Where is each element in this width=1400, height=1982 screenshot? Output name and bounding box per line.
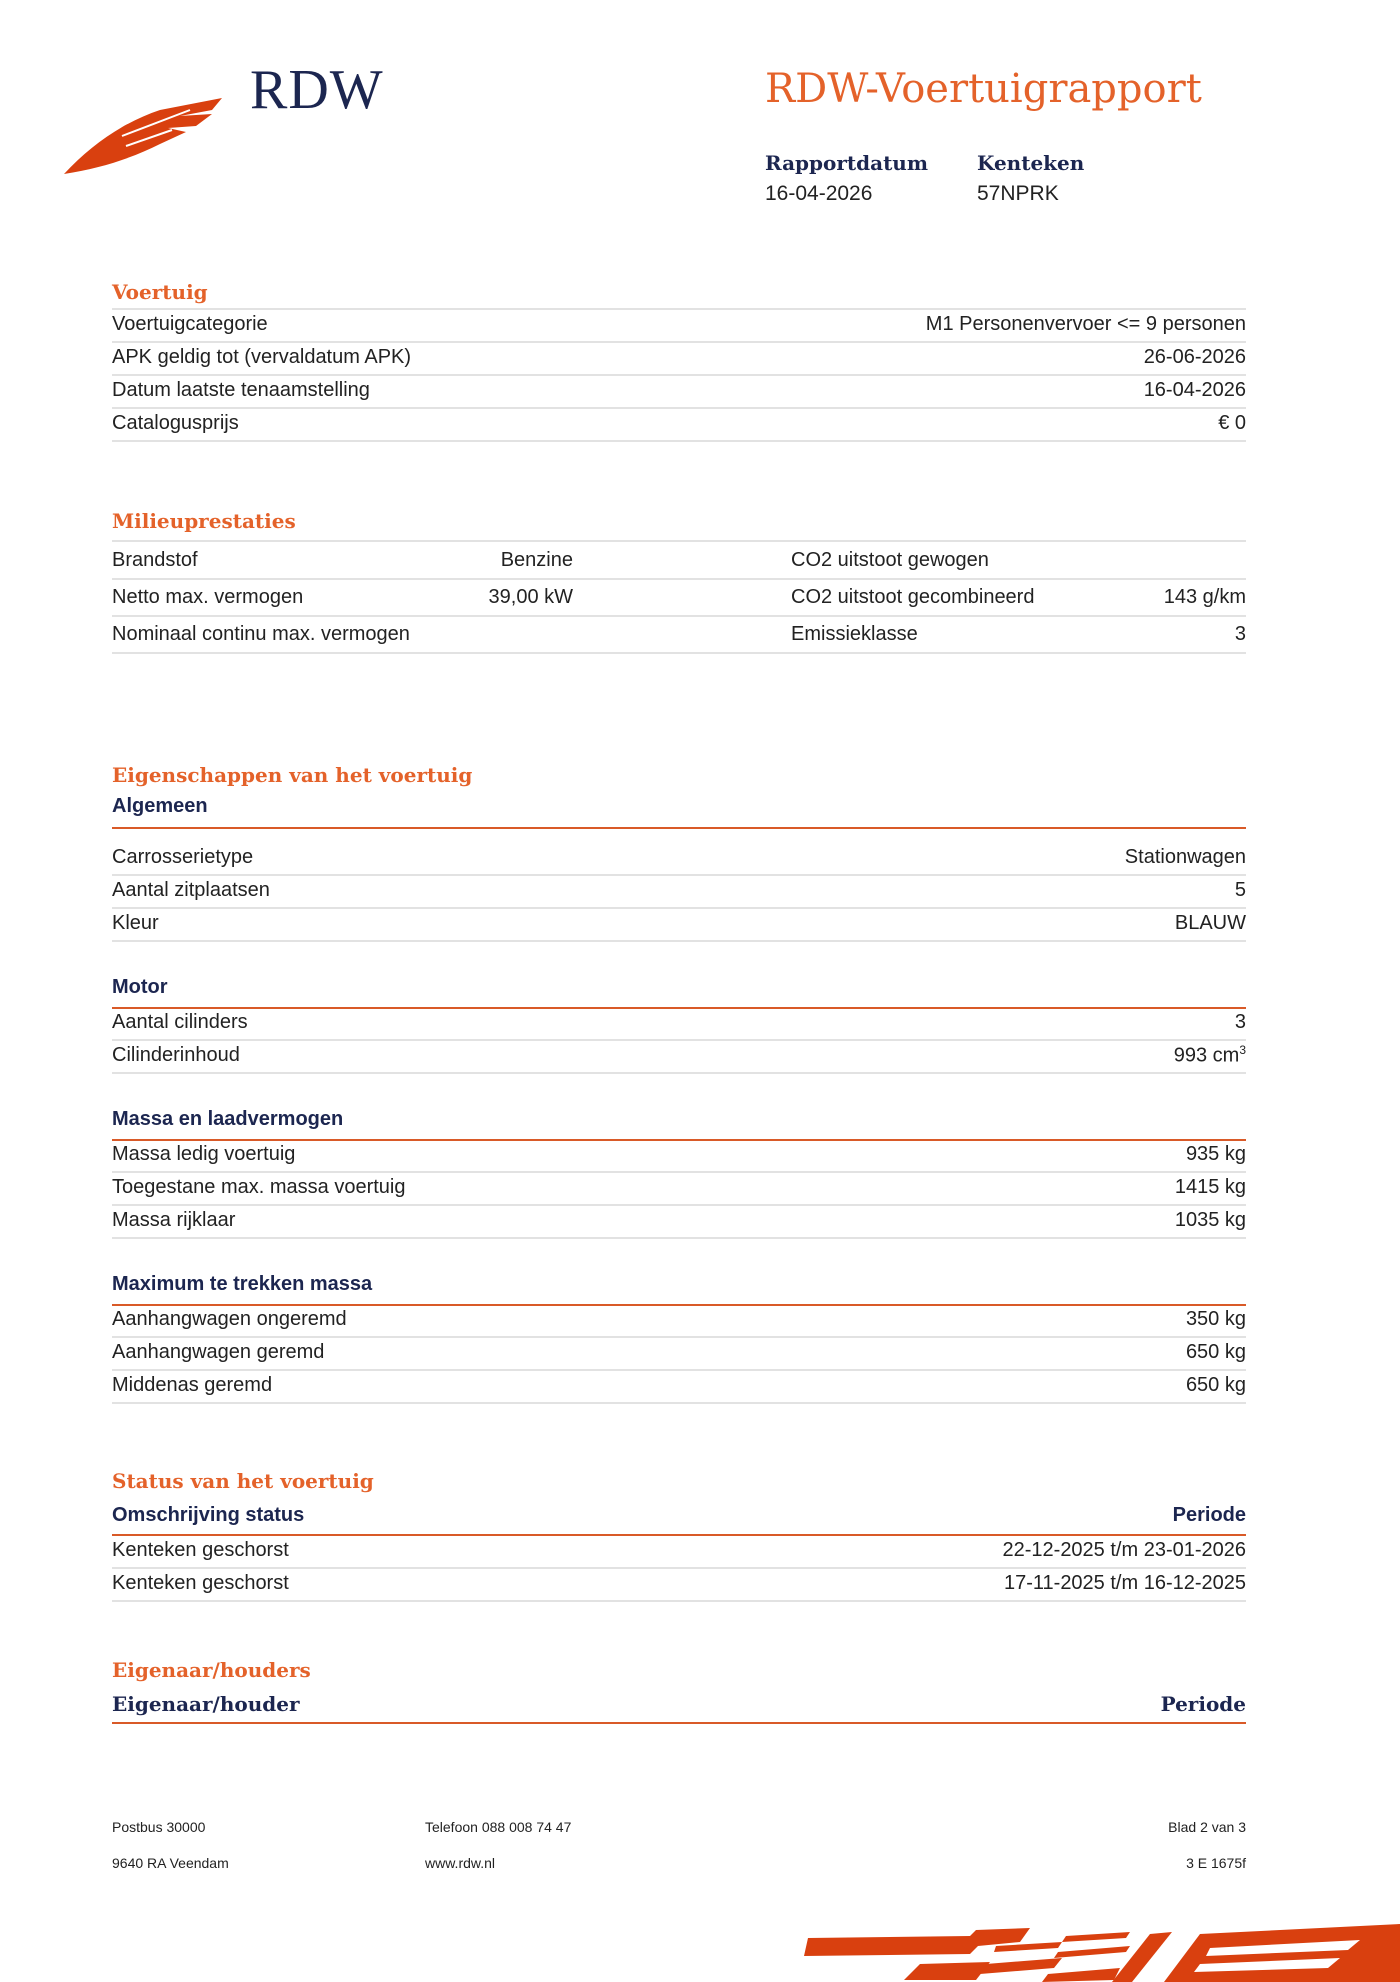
- status-header-row: [112, 1499, 1246, 1531]
- divider: [112, 1402, 1246, 1404]
- row-label: CO2 uitstoot gewogen: [791, 549, 989, 571]
- report-title: RDW-Voertuigrapport: [765, 66, 1202, 112]
- column-header: Periode: [1160, 1692, 1246, 1716]
- row-label: Massa ledig voertuig: [112, 1142, 296, 1165]
- row-label: Kenteken geschorst: [112, 1571, 289, 1594]
- section-title-milieu: Milieuprestaties: [112, 509, 296, 533]
- column-header: Eigenaar/houder: [112, 1692, 300, 1716]
- row-value: [1174, 1043, 1246, 1068]
- rdw-stripes-icon: [800, 1924, 1400, 1982]
- row-label: Datum laatste tenaamstelling: [112, 378, 370, 401]
- kenteken-value: 57NPRK: [977, 182, 1059, 205]
- row-value: 22-12-2025 t/m 23-01-2026: [1002, 1538, 1246, 1561]
- row-value: 935 kg: [1185, 1142, 1246, 1165]
- divider: [112, 1072, 1246, 1074]
- row-label: Aanhangwagen ongeremd: [112, 1307, 347, 1330]
- rapportdatum-label: Rapportdatum: [765, 151, 929, 175]
- table-row: [112, 341, 1246, 373]
- divider: [112, 1722, 1246, 1724]
- row-value: 1415 kg: [1174, 1175, 1246, 1198]
- row-label: Aanhangwagen geremd: [112, 1340, 325, 1363]
- table-row: [112, 1039, 1246, 1071]
- row-value: 16-04-2026: [1143, 378, 1246, 401]
- divider: [112, 1237, 1246, 1239]
- row-value: 17-11-2025 t/m 16-12-2025: [1003, 1571, 1246, 1594]
- row-label: Toegestane max. massa voertuig: [112, 1175, 406, 1198]
- row-label: Cilinderinhoud: [112, 1043, 240, 1066]
- table-row: [112, 907, 1246, 939]
- row-value: 3: [1234, 1010, 1246, 1033]
- section-title-eigenaar: Eigenaar/houders: [112, 1658, 311, 1682]
- table-row: [112, 1336, 1246, 1368]
- row-label: Brandstof: [112, 549, 198, 571]
- row-value: 3: [1234, 623, 1246, 645]
- row-value: 650 kg: [1185, 1373, 1246, 1396]
- row-value: 26-06-2026: [1143, 345, 1246, 368]
- table-row: [112, 1204, 1246, 1236]
- logo-text: RDW: [250, 59, 384, 121]
- table-row: [112, 1138, 1246, 1170]
- table-row: [112, 1006, 1246, 1038]
- subsection-title-motor: Motor: [112, 976, 168, 998]
- row-value: 39,00 kW: [488, 586, 573, 608]
- section-title-voertuig: Voertuig: [112, 280, 208, 304]
- divider: [112, 1600, 1246, 1602]
- table-row: [112, 1567, 1246, 1599]
- column-header: Periode: [1172, 1503, 1246, 1526]
- footer-phone: Telefoon 088 008 74 47: [425, 1819, 572, 1835]
- row-value: € 0: [1218, 411, 1246, 434]
- row-label: Aantal zitplaatsen: [112, 878, 270, 901]
- footer-document-code: 3 E 1675f: [1186, 1855, 1246, 1871]
- row-label: Voertuigcategorie: [112, 312, 268, 335]
- row-value: BLAUW: [1174, 911, 1246, 934]
- row-label: Middenas geremd: [112, 1373, 273, 1396]
- row-label: Carrosserietype: [112, 845, 254, 868]
- section-title-eigenschappen: Eigenschappen van het voertuig: [112, 763, 473, 787]
- row-label: APK geldig tot (vervaldatum APK): [112, 345, 412, 368]
- row-value: M1 Personenvervoer <= 9 personen: [925, 312, 1246, 335]
- table-row: [112, 874, 1246, 906]
- table-row: [112, 542, 1246, 578]
- row-label: Kleur: [112, 911, 159, 934]
- row-label: Massa rijklaar: [112, 1208, 236, 1231]
- row-label: Kenteken geschorst: [112, 1538, 289, 1561]
- kenteken-label: Kenteken: [977, 151, 1085, 175]
- table-row: [112, 308, 1246, 340]
- row-label: Emissieklasse: [791, 623, 918, 645]
- subsection-title-algemeen: Algemeen: [112, 795, 208, 817]
- row-value: 143 g/km: [1163, 586, 1246, 608]
- table-row: [112, 1369, 1246, 1401]
- row-value: Stationwagen: [1124, 845, 1246, 868]
- divider: [112, 652, 1246, 654]
- cilinderinhoud-value: 993 cm: [1173, 1044, 1240, 1067]
- column-header: Omschrijving status: [112, 1503, 305, 1526]
- row-value: 1035 kg: [1174, 1208, 1246, 1231]
- footer-website-link[interactable]: www.rdw.nl: [425, 1855, 496, 1871]
- rdw-logo-icon: [62, 88, 232, 178]
- table-row: [112, 1303, 1246, 1335]
- table-row: [112, 374, 1246, 406]
- table-row: [112, 1171, 1246, 1203]
- row-value: 350 kg: [1185, 1307, 1246, 1330]
- section-title-status: Status van het voertuig: [112, 1469, 374, 1493]
- table-row: [112, 579, 1246, 615]
- row-label: Aantal cilinders: [112, 1010, 248, 1033]
- divider: [112, 827, 1246, 829]
- row-value: 650 kg: [1185, 1340, 1246, 1363]
- row-label: CO2 uitstoot gecombineerd: [791, 586, 1035, 608]
- table-row: [112, 407, 1246, 439]
- table-row: [112, 841, 1246, 873]
- table-row: [112, 1534, 1246, 1566]
- footer-page-number: Blad 2 van 3: [1168, 1819, 1246, 1835]
- row-label: Nominaal continu max. vermogen: [112, 623, 410, 645]
- subsection-title-trekken: Maximum te trekken massa: [112, 1273, 373, 1295]
- row-label: Netto max. vermogen: [112, 586, 304, 608]
- subsection-title-massa: Massa en laadvermogen: [112, 1108, 344, 1130]
- table-row: [112, 616, 1246, 652]
- divider: [112, 940, 1246, 942]
- superscript: 3: [1239, 1042, 1246, 1057]
- eigenaar-header-row: [112, 1688, 1246, 1720]
- footer-address-line1: Postbus 30000: [112, 1819, 206, 1835]
- row-value: Benzine: [500, 549, 573, 571]
- row-label: Catalogusprijs: [112, 411, 239, 434]
- row-value: 5: [1234, 878, 1246, 901]
- rapportdatum-value: 16-04-2026: [765, 182, 873, 205]
- footer-address-line2: 9640 RA Veendam: [112, 1855, 229, 1871]
- divider: [112, 440, 1246, 442]
